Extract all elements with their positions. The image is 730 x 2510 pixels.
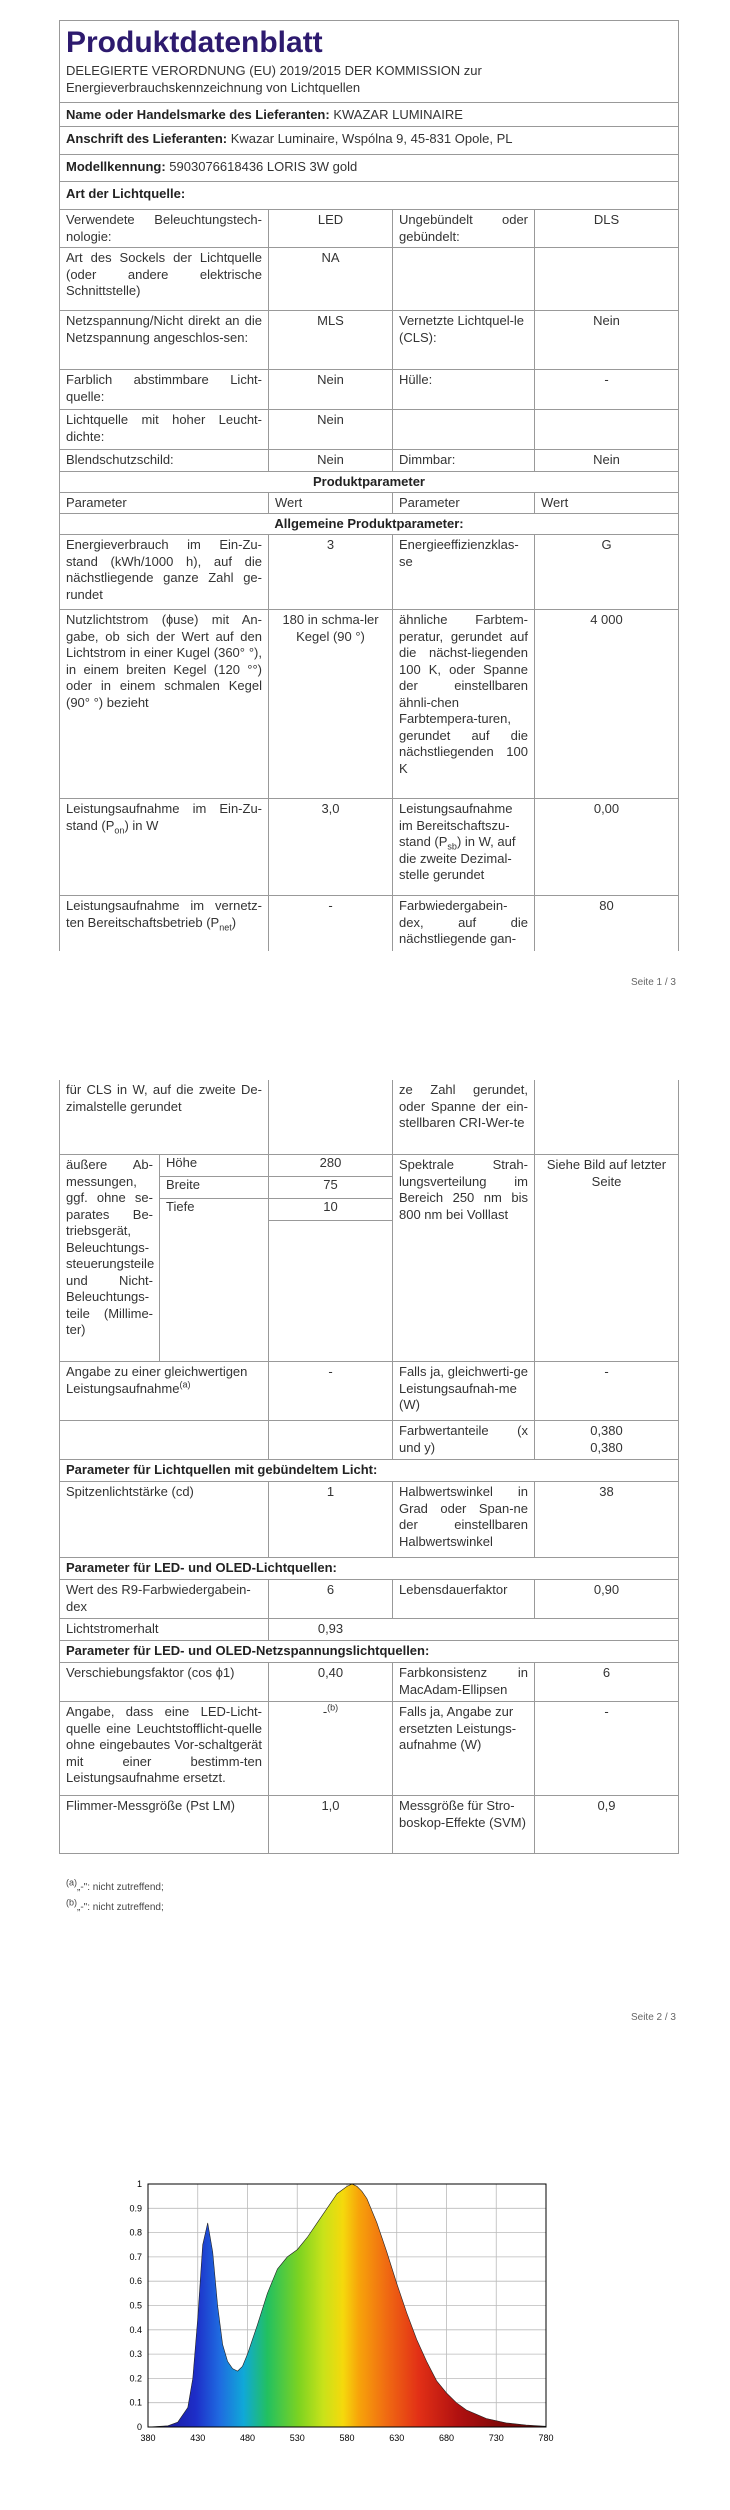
type-row-3-value: MLS: [268, 311, 392, 369]
page-2: [0, 1080, 730, 2040]
fluorescent-replacement-value: -$^{(b)}$: [268, 1702, 392, 1795]
y-tick-label: 0.3: [129, 2349, 142, 2360]
cri-cont-label: ze Zahl gerundet, oder Spanne der ein-stellbaren CRI-Wer-te: [392, 1080, 534, 1154]
type-row-5-label: Lichtquelle mit hoher Leucht-dichte:: [66, 412, 262, 444]
y-tick-label: 0.1: [129, 2397, 142, 2408]
networked-standby-power-label: Leistungsaufnahme im vernetz-ten Bereitschaftsbetrieb $(P_{net})$: [66, 898, 262, 933]
type-row-6-value: Nein: [268, 450, 392, 471]
col-header-value-2: Wert: [534, 493, 678, 513]
product-parameters-heading: Produktparameter: [313, 474, 425, 489]
spectrum-chart: [0, 2160, 730, 2510]
cri-label: Farbwiedergabein-dex, auf die nächstliegende gan-: [392, 896, 534, 951]
luminous-flux-label: Nutzlichtstrom (ɸuse) mit An-gabe, ob sich der Wert auf den Lichtstrom in einer Kugel (360° °), in einem breiten Kegel (120 °°) oder in einem schmalen Kegel (90° °) bezieht: [66, 612, 262, 710]
type-row-5-value-2: [534, 410, 678, 449]
replaced-power-label: Falls ja, Angabe zur ersetzten Leistungs-aufnahme (W): [392, 1702, 534, 1795]
page-subtitle: DELEGIERTE VERORDNUNG (EU) 2019/2015 DER KOMMISSION zur Energieverbrauchskennzeichnung von Lichtquellen: [66, 63, 482, 95]
x-tick-label: 480: [239, 2433, 256, 2443]
lumen-maintenance-label: Lichtstromerhalt: [66, 1621, 159, 1636]
equivalent-power-watts-label: Falls ja, gleichwerti-ge Leistungsaufnah-me (W): [392, 1362, 534, 1420]
peak-intensity-value: 1: [268, 1482, 392, 1557]
y-tick-label: 0: [136, 2422, 142, 2432]
col-header-value: Wert: [268, 493, 392, 513]
cri-value: 80: [534, 896, 678, 951]
r9-value: 6: [268, 1580, 392, 1618]
y-tick-label: 0.9: [129, 2203, 142, 2214]
led-heading: Parameter für LED- und OLED-Lichtquellen:: [66, 1560, 337, 1575]
energy-consumption-label: Energieverbrauch im Ein-Zu-stand (kWh/1000 h), auf die nächstliegende ganze Zahl ge-rundet: [66, 537, 262, 602]
energy-class-value: G: [534, 535, 678, 609]
replaced-power-value: -: [534, 1702, 678, 1795]
y-tick-label: 0.2: [129, 2373, 142, 2384]
chromaticity-value: [534, 1421, 678, 1459]
supplier-name: Name oder Handelsmarke des Lieferanten: KWAZAR LUMINAIRE: [66, 107, 463, 122]
networked-standby-cont-label: für CLS in W, auf die zweite De-zimalstelle gerundet: [66, 1082, 262, 1114]
dimensions-sublabels: [159, 1155, 268, 1361]
width-value: 75: [269, 1176, 392, 1198]
type-row-1-value-2: DLS: [534, 210, 678, 247]
x-tick-label: 630: [389, 2433, 405, 2443]
depth-value: 10: [269, 1198, 392, 1221]
type-row-5-value: Nein: [268, 410, 392, 449]
spectral-distribution-value: Siehe Bild auf letzter Seite: [534, 1155, 678, 1361]
y-tick-label: 0.5: [129, 2300, 142, 2311]
on-mode-power-label: Leistungsaufnahme im Ein-Zu-stand $(P_{on})$ in W: [66, 801, 262, 836]
equivalent-power-label: Angabe zu einer gleichwertigen Leistungsaufnahme$^{(a)}$: [66, 1364, 248, 1396]
equivalent-power-value: -: [268, 1362, 392, 1420]
page-3: [0, 2160, 730, 2510]
page-1: [0, 0, 730, 1000]
supplier-address: Anschrift des Lieferanten: Kwazar Luminaire, Wspólna 9, 45-831 Opole, PL: [66, 131, 513, 146]
type-row-4-label: Farblich abstimmbare Licht-quelle:: [66, 372, 262, 404]
depth-label: Tiefe: [160, 1198, 268, 1220]
width-label: Breite: [160, 1176, 268, 1198]
general-parameters-heading: Allgemeine Produktparameter:: [274, 516, 464, 531]
chromaticity-y: 0,380: [590, 1439, 623, 1455]
col-header-parameter-2: Parameter: [392, 493, 534, 513]
type-row-6-value-2: Nein: [534, 450, 678, 471]
type-row-2-label-2: [392, 248, 534, 310]
equivalent-power-watts-value: -: [534, 1362, 678, 1420]
x-tick-label: 530: [289, 2433, 305, 2443]
type-row-3-label-2: Vernetzte Lichtquel-le (CLS):: [392, 311, 534, 369]
mains-heading: Parameter für LED- und OLED-Netzspannungslichtquellen:: [66, 1643, 430, 1658]
y-axis-ticks: [129, 2179, 142, 2432]
type-row-3-value-2: Nein: [534, 311, 678, 369]
spectral-distribution-label: Spektrale Strah-lungsverteilung im Bereich 250 nm bis 800 nm bei Volllast: [392, 1155, 534, 1361]
col-header-parameter: Parameter: [66, 495, 127, 510]
networked-standby-power-value: -: [268, 896, 392, 951]
peak-intensity-label: Spitzenlichtstärke (cd): [66, 1484, 194, 1499]
directional-heading: Parameter für Lichtquellen mit gebündeltem Licht:: [66, 1462, 378, 1477]
model-identifier: Modellkennung: 5903076618436 LORIS 3W gold: [66, 159, 358, 174]
empty-cell: [268, 1421, 392, 1459]
cri-cont-value: [534, 1080, 678, 1154]
y-tick-label: 0.6: [129, 2276, 142, 2287]
type-row-4-value-2: -: [534, 370, 678, 409]
type-row-1-value: LED: [268, 210, 392, 247]
fluorescent-replacement-label: Angabe, dass eine LED-Licht-quelle eine Leuchtstofflicht-quelle ohne eingebautes Vor-schaltgerät mit einer bestimm-ten Leistungsaufnahme ersetzt.: [66, 1704, 262, 1785]
x-tick-label: 780: [538, 2433, 554, 2443]
page-title: Produktdatenblatt: [66, 26, 323, 59]
networked-standby-cont-value: [268, 1080, 392, 1154]
type-row-1-label: Verwendete Beleuchtungstech-nologie:: [66, 212, 262, 244]
x-axis-ticks: [140, 2433, 553, 2443]
standby-power-label: Leistungsaufnahme im Bereitschaftszu-stand $(P_{sb})$ in W, auf die zweite Dezimal-stelle gerundet: [392, 799, 534, 895]
x-tick-label: 680: [438, 2433, 455, 2443]
beam-angle-value: 38: [534, 1482, 678, 1557]
color-temperature-label: ähnliche Farbtem-peratur, gerundet auf die nächst-liegenden 100 K, oder Spanne der einstellbaren ähnli-chen Farbtempera-turen, gerundet auf die nächstliegenden 100 K: [392, 610, 534, 798]
color-temperature-value: 4 000: [534, 610, 678, 798]
light-source-type-heading: Art der Lichtquelle:: [66, 186, 186, 201]
energy-class-label: Energieeffizienzklas-se: [392, 535, 534, 609]
height-label: Höhe: [166, 1155, 198, 1170]
y-tick-label: 1: [136, 2179, 142, 2189]
x-tick-label: 430: [190, 2433, 206, 2443]
dimensions-label: äußere Ab-messungen, ggf. ohne se-parates Be-triebsgerät, Beleuchtungs-steuerungsteile und Nicht-Beleuchtungs-teile (Millime-ter): [66, 1157, 155, 1337]
dimensions-values: [268, 1155, 392, 1361]
displacement-factor-label: Verschiebungsfaktor (cos ϕ1): [66, 1665, 235, 1680]
type-row-4-label-2: Hülle:: [392, 370, 534, 409]
height-value: 280: [319, 1155, 342, 1170]
stroboscopic-label: Messgröße für Stro-boskop-Effekte (SVM): [392, 1796, 534, 1853]
standby-power-value: 0,00: [534, 799, 678, 895]
y-tick-label: 0.8: [129, 2227, 142, 2238]
type-row-1-label-2: Ungebündelt oder gebündelt:: [392, 210, 534, 247]
datasheet-table-1: [59, 20, 679, 951]
survival-factor-value: 0,90: [534, 1580, 678, 1618]
type-row-2-value: NA: [268, 248, 392, 310]
chromaticity-label: Farbwertanteile (x und y): [392, 1421, 534, 1459]
type-row-6-label-2: Dimmbar:: [392, 450, 534, 471]
r9-label: Wert des R9-Farbwiedergabein-dex: [66, 1582, 251, 1614]
luminous-flux-value: 180 in schma-ler Kegel (90 °): [268, 610, 392, 798]
lumen-maintenance-value: 0,93: [268, 1619, 392, 1640]
x-tick-label: 580: [339, 2433, 355, 2443]
y-tick-label: 0.7: [129, 2251, 142, 2262]
on-mode-power-value: 3,0: [268, 799, 392, 895]
footnote-a: $^{(a)}$„-": nicht zutreffend;: [66, 1877, 164, 1893]
type-row-6-label: Blendschutzschild:: [66, 452, 174, 467]
type-row-5-label-2: [392, 410, 534, 449]
stroboscopic-value: 0,9: [534, 1796, 678, 1853]
type-row-2-value-2: [534, 248, 678, 310]
flicker-label: Flimmer-Messgröße (Pst LM): [66, 1798, 236, 1813]
y-tick-label: 0.4: [129, 2324, 142, 2335]
flicker-value: 1,0: [268, 1796, 392, 1853]
energy-consumption-value: 3: [268, 535, 392, 609]
page-number-2: Seite 2 / 3: [630, 2012, 676, 2023]
x-tick-label: 730: [488, 2433, 504, 2443]
x-tick-label: 380: [140, 2433, 156, 2443]
color-consistency-label: Farbkonsistenz in MacAdam-Ellipsen: [392, 1663, 534, 1701]
type-row-4-value: Nein: [268, 370, 392, 409]
datasheet-table-2: [59, 1080, 679, 1854]
color-consistency-value: 6: [534, 1663, 678, 1701]
survival-factor-label: Lebensdauerfaktor: [392, 1580, 534, 1618]
footnote-b: $^{(b)}$„-": nicht zutreffend;: [66, 1897, 164, 1913]
type-row-3-label: Netzspannung/Nicht direkt an die Netzspannung angeschlos-sen:: [66, 313, 262, 345]
page-number-1: Seite 1 / 3: [630, 977, 676, 988]
type-row-2-label: Art des Sockels der Lichtquelle (oder andere elektrische Schnittstelle): [66, 250, 262, 298]
displacement-factor-value: 0,40: [268, 1663, 392, 1701]
empty-cell: [60, 1421, 268, 1459]
beam-angle-label: Halbwertswinkel in Grad oder Span-ne der einstellbaren Halbwertswinkel: [392, 1482, 534, 1557]
chromaticity-x: 0,380: [590, 1423, 623, 1438]
